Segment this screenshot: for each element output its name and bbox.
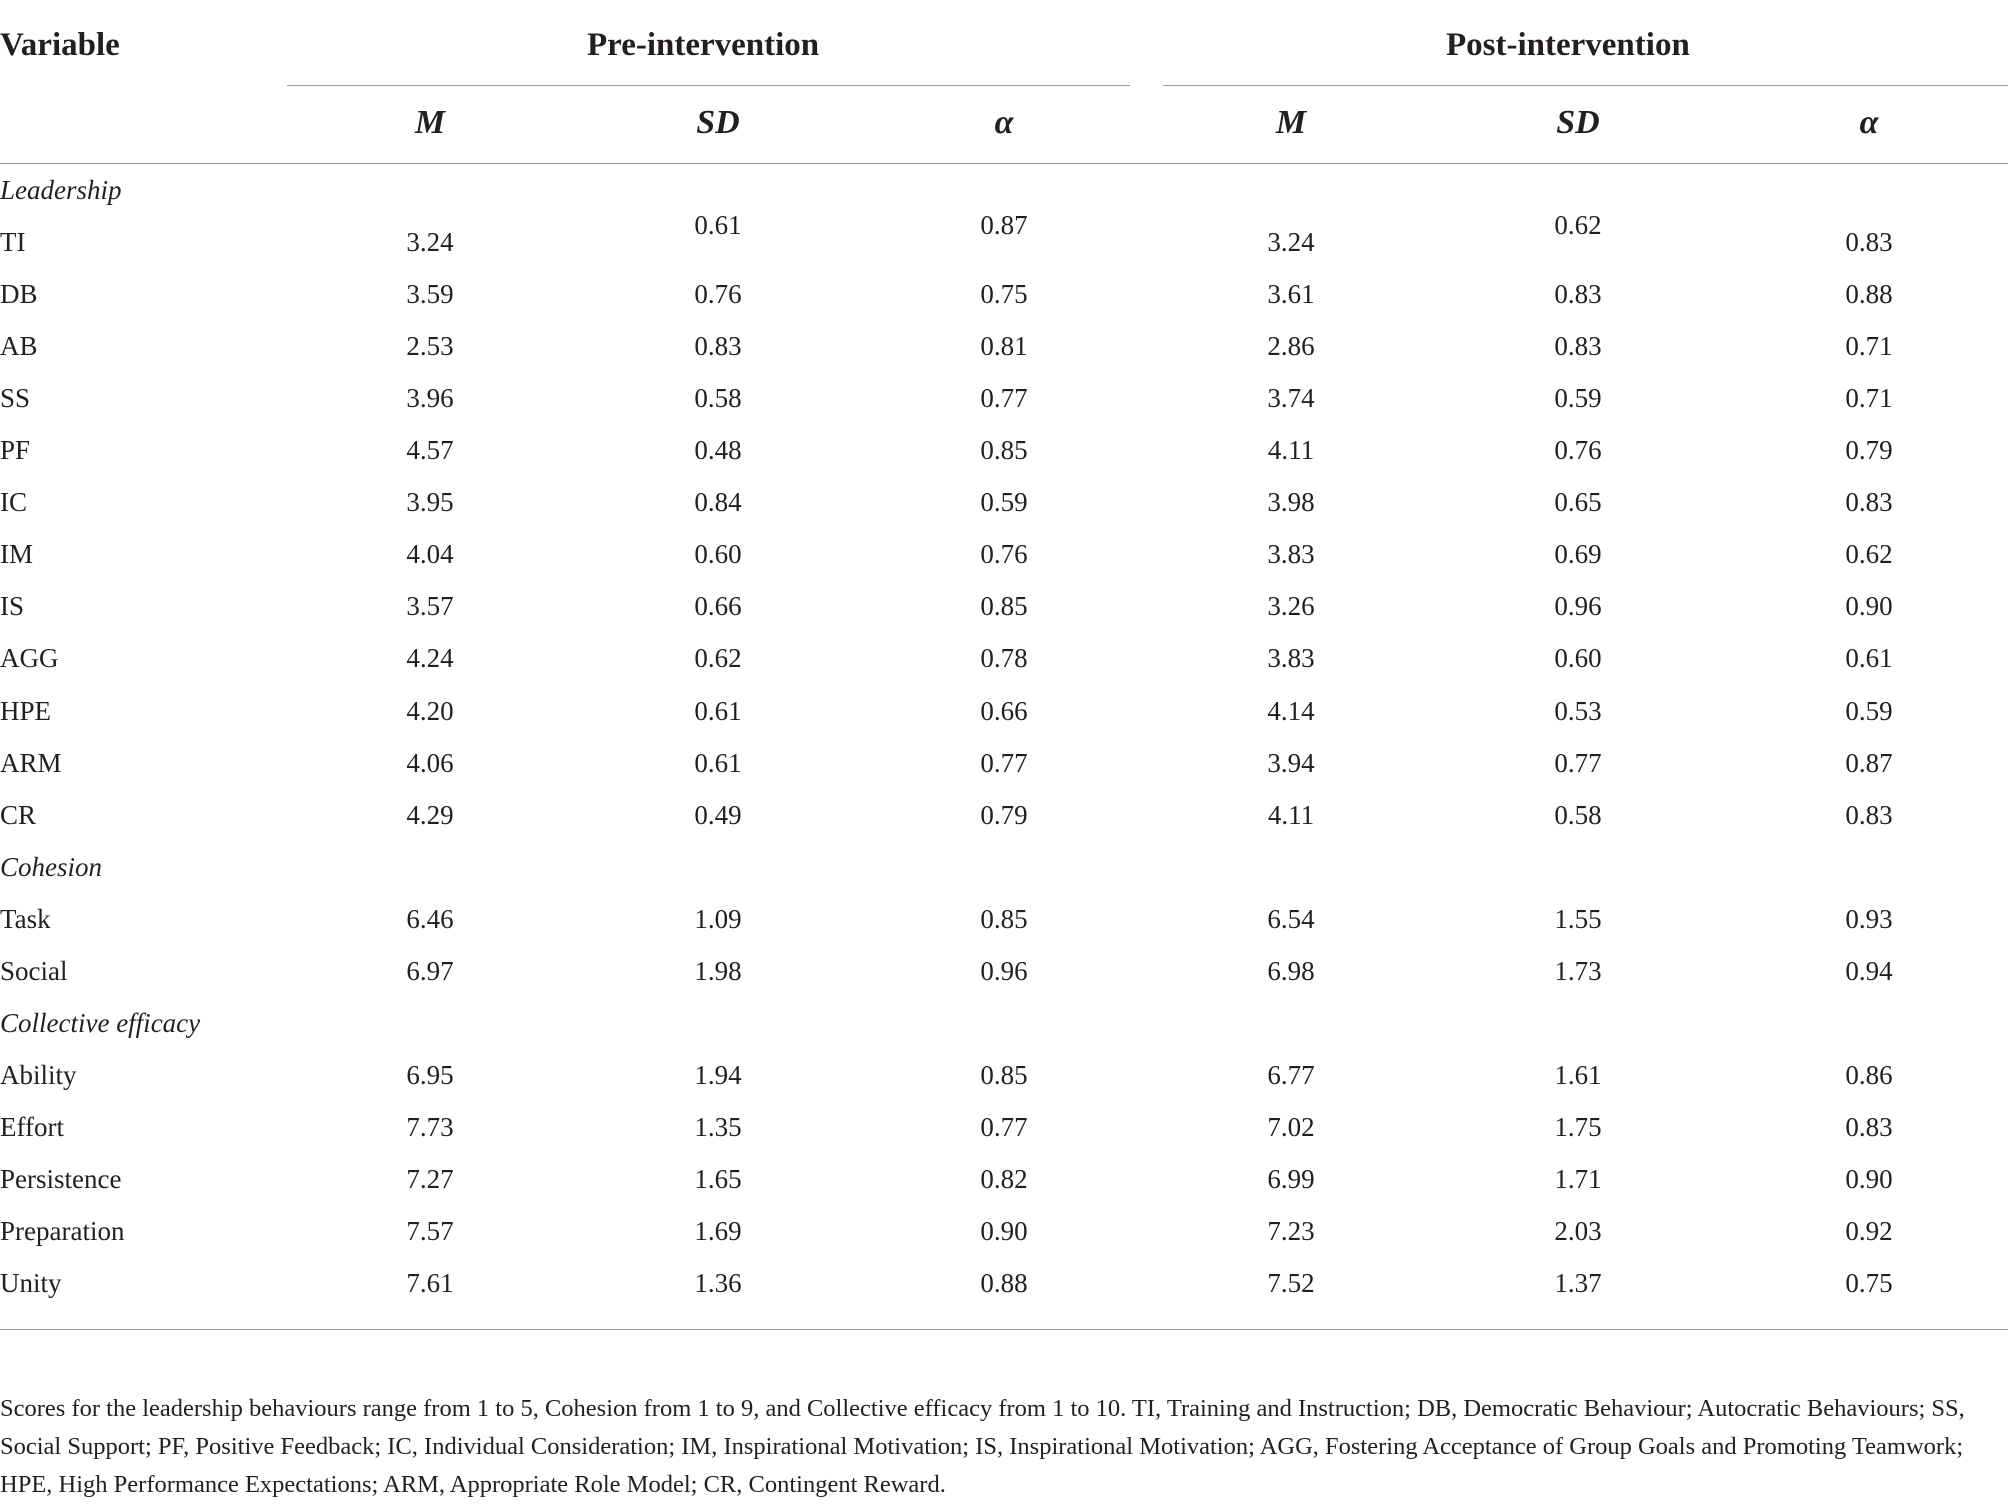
row-label: Effort: [0, 1111, 64, 1142]
table-row: [0, 1257, 2008, 1309]
cell-pre-sd: 0.49: [694, 799, 742, 830]
row-label: HPE: [0, 695, 52, 726]
cell-pre-alpha: 0.59: [980, 487, 1028, 518]
cell-pre-m: 4.24: [406, 643, 454, 674]
cell-pre-sd: 1.09: [694, 903, 742, 934]
section-row: [0, 997, 2008, 1049]
section-row: [0, 841, 2008, 893]
cell-post-alpha: 0.83: [1845, 1111, 1893, 1142]
cell-post-alpha: 0.83: [1845, 487, 1893, 518]
cell-pre-alpha: 0.85: [980, 591, 1028, 622]
cell-post-m: 3.61: [1267, 279, 1315, 310]
row-label: DB: [0, 279, 38, 310]
cell-post-alpha: 0.93: [1845, 903, 1893, 934]
cell-post-alpha: 0.62: [1845, 539, 1893, 570]
col-header-pre-m: M: [414, 104, 446, 141]
row-label: AB: [0, 331, 38, 362]
table-row: [0, 372, 2008, 424]
table-row: [0, 424, 2008, 476]
cell-pre-sd: 1.35: [694, 1111, 742, 1142]
table-row: [0, 210, 2008, 268]
cell-pre-sd: 1.69: [694, 1216, 742, 1246]
cell-pre-sd: 0.61: [694, 695, 742, 726]
cell-pre-m: 7.61: [406, 1268, 454, 1299]
cell-post-m: 3.94: [1267, 747, 1315, 778]
cell-post-m: 7.52: [1267, 1268, 1315, 1299]
header-post-intervention: Post-intervention: [1446, 27, 1690, 63]
cell-pre-sd: 0.61: [694, 747, 742, 778]
cell-post-sd: 0.60: [1554, 643, 1602, 674]
row-label: Social: [0, 955, 68, 986]
cell-post-alpha: 0.71: [1845, 383, 1893, 414]
cell-post-sd: 0.65: [1554, 487, 1602, 518]
cell-post-m: 4.11: [1267, 799, 1315, 830]
section-label: Cohesion: [0, 851, 103, 882]
section-label: Collective efficacy: [0, 1007, 201, 1038]
cell-pre-m: 4.04: [406, 539, 454, 570]
cell-pre-m: 3.59: [406, 279, 454, 310]
cell-post-sd: 0.59: [1554, 383, 1602, 414]
cell-pre-alpha: 0.85: [980, 435, 1028, 466]
header-variable: Variable: [0, 27, 120, 63]
row-label: Persistence: [0, 1163, 122, 1194]
cell-post-m: 3.74: [1267, 383, 1315, 414]
cell-pre-m: 6.97: [406, 955, 454, 986]
table-row: [0, 528, 2008, 580]
table-row: [0, 1153, 2008, 1205]
cell-post-m: 3.26: [1267, 591, 1315, 622]
cell-pre-alpha: 0.90: [980, 1216, 1028, 1246]
cell-pre-alpha: 0.87: [980, 210, 1028, 241]
cell-pre-alpha: 0.79: [980, 799, 1028, 830]
row-label: ARM: [0, 747, 62, 778]
cell-post-alpha: 0.61: [1845, 643, 1893, 674]
table-row: [0, 789, 2008, 841]
table-footnote: Scores for the leadership behaviours range from 1 to 5, Cohesion from 1 to 9, and Collective efficacy from 1 to 10. TI, Training and Instruction; DB, Democratic Behaviour; Autocratic Behaviours; SS, Social Support; PF, Positive Feedback; IC, Individual Consideration; IM, Inspirational Motivation; IS, Inspirational Motivation; AGG, Fostering Acceptance of Group Goals and Promoting Teamwork; HPE, High Performance Expectations; ARM, Appropriate Role Model; CR, Contingent Reward.: [0, 1395, 1965, 1498]
cell-pre-m: 2.53: [406, 331, 454, 362]
post-group-rule: [1163, 85, 2008, 86]
cell-post-sd: 0.83: [1554, 331, 1602, 362]
table-row: [0, 1101, 2008, 1153]
cell-pre-m: 4.29: [406, 799, 454, 830]
cell-post-alpha: 0.92: [1845, 1216, 1893, 1246]
cell-post-sd: 1.55: [1554, 903, 1602, 934]
cell-post-sd: 1.61: [1554, 1059, 1602, 1090]
cell-pre-m: 3.96: [406, 383, 454, 414]
table-row: [0, 632, 2008, 684]
cell-post-m: 6.54: [1267, 903, 1315, 934]
cell-pre-sd: 1.36: [694, 1268, 742, 1299]
table-row: [0, 268, 2008, 320]
cell-pre-sd: 0.60: [694, 539, 742, 570]
cell-post-m: 4.14: [1267, 695, 1315, 726]
cell-pre-alpha: 0.88: [980, 1268, 1028, 1299]
cell-post-sd: 1.73: [1554, 955, 1602, 986]
table-row: [0, 320, 2008, 372]
cell-pre-m: 7.57: [406, 1216, 454, 1246]
cell-pre-sd: 0.62: [694, 643, 742, 674]
table-bottom-rule: [0, 1329, 2008, 1330]
cell-post-m: 3.83: [1267, 539, 1315, 570]
cell-pre-alpha: 0.85: [980, 1059, 1028, 1090]
cell-pre-sd: 0.84: [694, 487, 742, 518]
cell-pre-alpha: 0.78: [980, 643, 1028, 674]
row-label: SS: [0, 383, 31, 414]
cell-post-m: 4.11: [1267, 435, 1315, 466]
cell-post-sd: 0.53: [1554, 695, 1602, 726]
cell-pre-alpha: 0.81: [980, 331, 1028, 362]
cell-post-m: 3.98: [1267, 487, 1315, 518]
cell-pre-alpha: 0.96: [980, 955, 1028, 986]
cell-post-sd: 1.37: [1554, 1268, 1602, 1299]
cell-post-alpha: 0.94: [1845, 955, 1893, 986]
cell-post-m: 7.23: [1267, 1216, 1315, 1246]
col-header-post-alpha: α: [1859, 104, 1879, 141]
col-header-pre-sd: SD: [696, 104, 740, 141]
cell-pre-alpha: 0.75: [980, 279, 1028, 310]
cell-pre-alpha: 0.76: [980, 539, 1028, 570]
table-row: [0, 1205, 2008, 1257]
cell-post-alpha: 0.83: [1845, 227, 1893, 258]
row-label: Task: [0, 903, 51, 934]
cell-pre-m: 3.57: [406, 591, 454, 622]
cell-pre-sd: 0.66: [694, 591, 742, 622]
cell-post-m: 3.24: [1267, 227, 1315, 258]
cell-pre-alpha: 0.77: [980, 1111, 1028, 1142]
cell-pre-m: 4.06: [406, 747, 454, 778]
cell-post-alpha: 0.59: [1845, 695, 1893, 726]
pre-group-rule: [287, 85, 1130, 86]
cell-pre-alpha: 0.82: [980, 1163, 1028, 1194]
cell-post-alpha: 0.75: [1845, 1268, 1893, 1299]
cell-pre-alpha: 0.77: [980, 383, 1028, 414]
row-label: IS: [0, 591, 25, 622]
cell-post-m: 6.77: [1267, 1059, 1315, 1090]
cell-pre-alpha: 0.77: [980, 747, 1028, 778]
cell-pre-m: 7.27: [406, 1163, 454, 1194]
cell-pre-sd: 0.48: [694, 435, 742, 466]
cell-pre-m: 6.95: [406, 1059, 454, 1090]
cell-post-m: 6.99: [1267, 1163, 1315, 1194]
cell-post-alpha: 0.83: [1845, 799, 1893, 830]
cell-post-sd: 1.75: [1554, 1111, 1602, 1142]
cell-pre-sd: 1.98: [694, 955, 742, 986]
col-header-pre-alpha: α: [994, 104, 1014, 141]
cell-post-alpha: 0.71: [1845, 331, 1893, 362]
cell-post-sd: 0.69: [1554, 539, 1602, 570]
row-label: PF: [0, 435, 31, 466]
row-label: Preparation: [0, 1216, 125, 1246]
cell-post-alpha: 0.90: [1845, 1163, 1893, 1194]
cell-pre-sd: 0.58: [694, 383, 742, 414]
cell-post-m: 3.83: [1267, 643, 1315, 674]
section-label: Leadership: [0, 175, 122, 205]
col-header-post-sd: SD: [1556, 104, 1600, 141]
row-label: IM: [0, 539, 33, 570]
cell-post-m: 2.86: [1267, 331, 1315, 362]
table-row: [0, 945, 2008, 997]
table-row: [0, 476, 2008, 528]
cell-post-alpha: 0.79: [1845, 435, 1893, 466]
cell-pre-sd: 0.76: [694, 279, 742, 310]
row-label: Unity: [0, 1268, 62, 1299]
cell-post-alpha: 0.87: [1845, 747, 1893, 778]
cell-pre-alpha: 0.66: [980, 695, 1028, 726]
cell-post-sd: 0.96: [1554, 591, 1602, 622]
cell-pre-m: 4.57: [406, 435, 454, 466]
col-header-post-m: M: [1275, 104, 1307, 141]
cell-pre-m: 3.95: [406, 487, 454, 518]
cell-post-alpha: 0.86: [1845, 1059, 1893, 1090]
cell-post-sd: 2.03: [1554, 1216, 1602, 1246]
table-row: [0, 1049, 2008, 1101]
cell-post-alpha: 0.90: [1845, 591, 1893, 622]
cell-pre-m: 4.20: [406, 695, 454, 726]
table-row: [0, 893, 2008, 945]
row-label: Ability: [0, 1059, 77, 1090]
row-label: CR: [0, 799, 37, 830]
table-row: [0, 580, 2008, 632]
cell-pre-m: 7.73: [406, 1111, 454, 1142]
cell-post-m: 6.98: [1267, 955, 1315, 986]
cell-pre-m: 3.24: [406, 227, 454, 258]
cell-post-m: 7.02: [1267, 1111, 1315, 1142]
row-label: AGG: [0, 643, 59, 674]
table-row: [0, 737, 2008, 789]
cell-post-sd: 0.76: [1554, 435, 1602, 466]
row-label: TI: [0, 227, 26, 258]
cell-post-sd: 0.77: [1554, 747, 1602, 778]
cell-pre-sd: 0.61: [694, 210, 742, 241]
cell-post-sd: 0.58: [1554, 799, 1602, 830]
cell-post-sd: 1.71: [1554, 1163, 1602, 1194]
cell-post-sd: 0.83: [1554, 279, 1602, 310]
cell-post-alpha: 0.88: [1845, 279, 1893, 310]
cell-post-sd: 0.62: [1554, 210, 1602, 241]
cell-pre-sd: 1.65: [694, 1163, 742, 1194]
cell-pre-alpha: 0.85: [980, 903, 1028, 934]
table-row: [0, 685, 2008, 737]
cell-pre-m: 6.46: [406, 903, 454, 934]
cell-pre-sd: 0.83: [694, 331, 742, 362]
row-label: IC: [0, 487, 27, 518]
header-pre-intervention: Pre-intervention: [587, 27, 820, 63]
cell-pre-sd: 1.94: [694, 1059, 742, 1090]
